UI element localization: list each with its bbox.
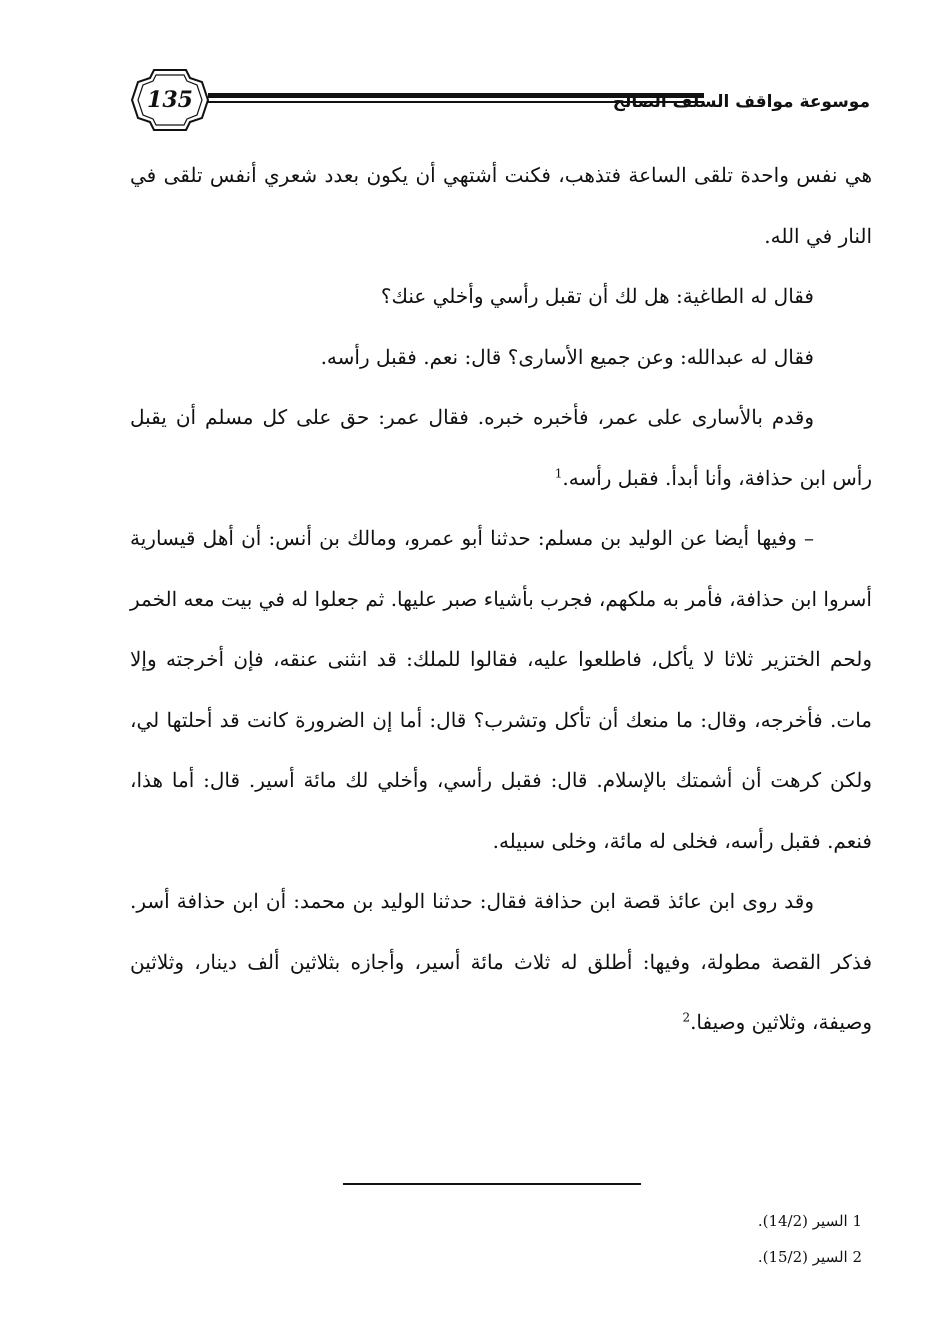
paragraph: وقد روى ابن عائذ قصة ابن حذافة فقال: حدثنا الوليد بن محمد: أن ابن حذافة أسر. فذكر القصة مطولة، وفيها: أطلق له ثلاث مائة أسير، وأجازه بثلاثين ألف دينار، وثلاثين وصيفة، وثلاثين وصيفا.$^2$ <box>130 889 872 1034</box>
paragraph: هي نفس واحدة تلقى الساعة فتذهب، فكنت أشتهي أن يكون بعدد شعري أنفس تلقى في النار في الله. <box>130 163 872 248</box>
body-text <box>130 145 872 1053</box>
book-title: موسوعة مواقف السلف الصالح <box>612 92 870 112</box>
footnote: 1 السير (14/2). <box>757 1212 862 1230</box>
paragraph: – وفيها أيضا عن الوليد بن مسلم: حدثنا أبو عمرو، ومالك بن أنس: أن أهل قيسارية أسروا ابن حذافة، فأمر به ملكهم، فجرب بأشياء صبر عليها. ثم جعلوا له في بيت معه الخمر ولحم الختزير ثلاثا لا يأكل، فاطلعوا عليه، فقالوا للملك: قد انثنى عنقه، فإن أخرجته وإلا مات. فأخرجه، وقال: ما منعك أن تأكل وتشرب؟ قال: أما إن الضرورة كانت قد أحلتها لي، ولكن كرهت أن أشمتك بالإسلام. قال: فقبل رأسي، وأخلي لك مائة أسير. قال: أما هذا، فنعم. فقبل رأسه، فخلى له مائة، وخلى سبيله. <box>130 526 872 853</box>
paragraph: فقال له الطاغية: هل لك أن تقبل رأسي وأخلي عنك؟ <box>380 284 814 308</box>
page-number-badge <box>130 68 210 132</box>
footnote-reference: 1 <box>554 465 563 480</box>
footnote-divider <box>343 1183 641 1185</box>
page-number: 135 <box>147 87 193 113</box>
paragraph: فقال له عبدالله: وعن جميع الأسارى؟ قال: نعم. فقبل رأسه. <box>320 344 814 369</box>
footnotes <box>600 1203 862 1275</box>
footnote-reference: 2 <box>682 1010 691 1025</box>
footnote: 2 السير (15/2). <box>757 1248 862 1266</box>
paragraph: وقدم بالأسارى على عمر، فأخبره خبره. فقال عمر: حق على كل مسلم أن يقبل رأس ابن حذافة، وأنا أبدأ. فقبل رأسه.$^1$ <box>130 405 872 490</box>
page-header <box>130 68 870 132</box>
